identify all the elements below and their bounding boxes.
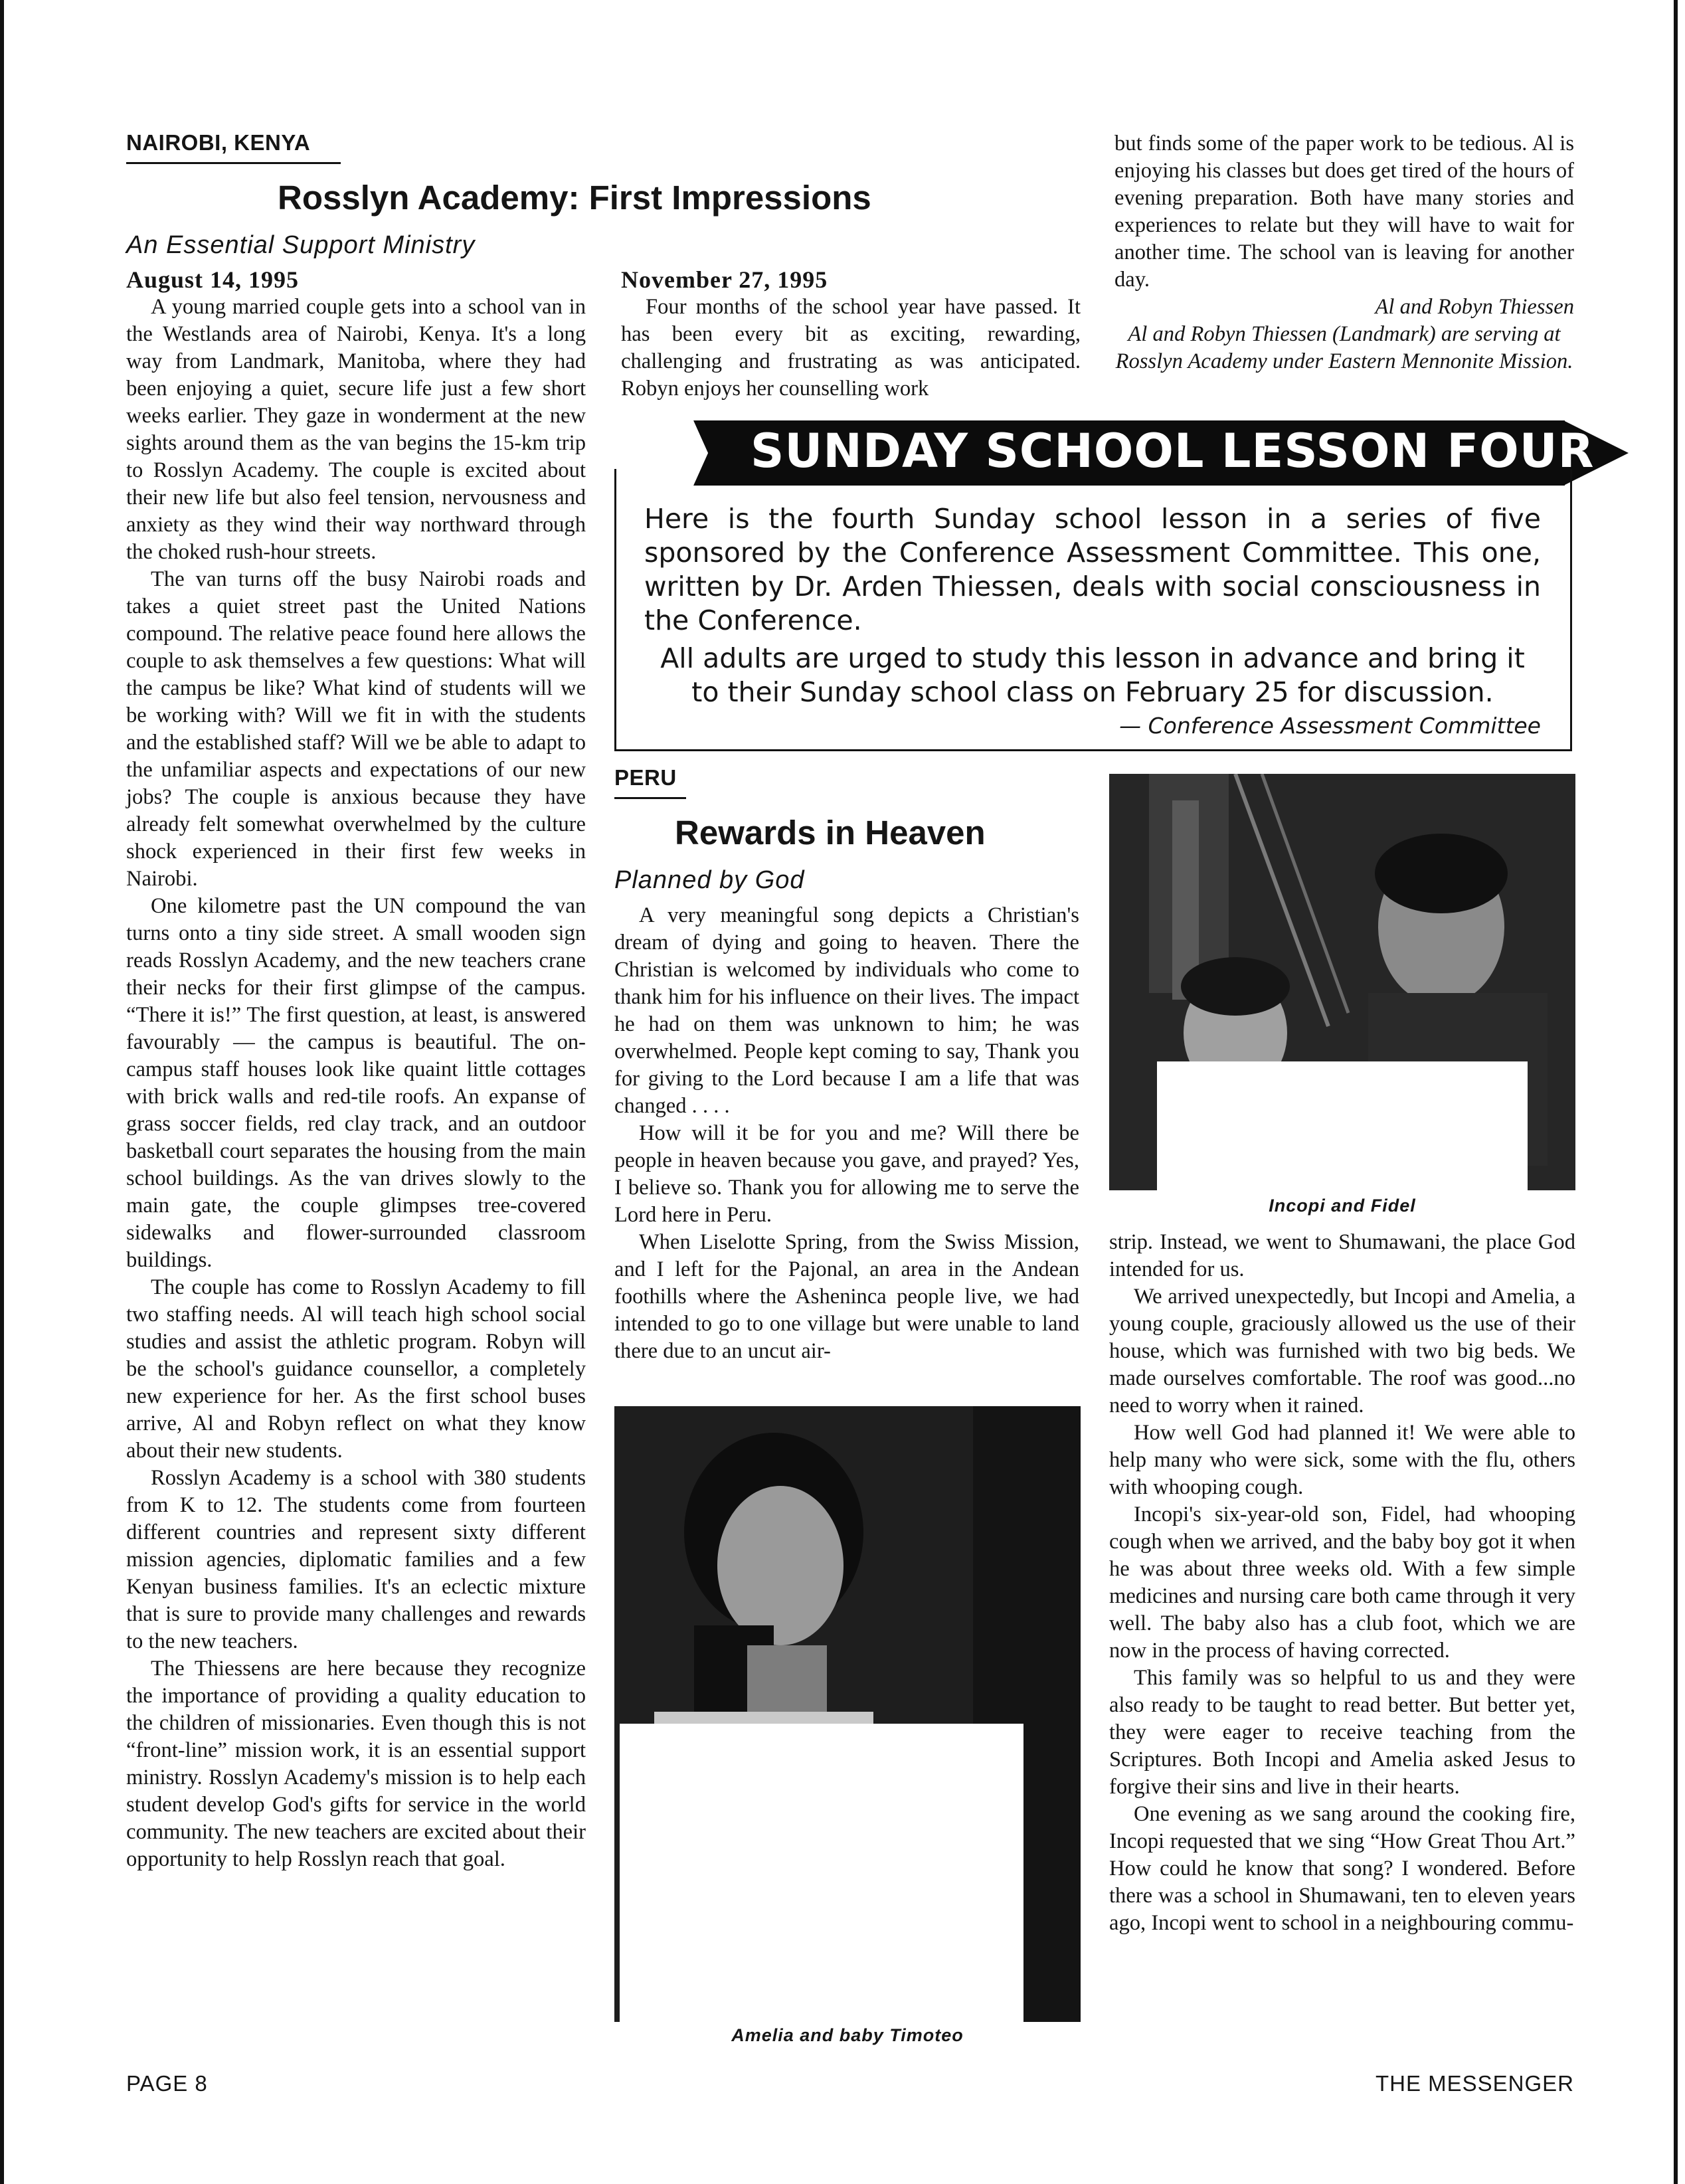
- article-title-rosslyn: Rosslyn Academy: First Impressions: [278, 179, 871, 217]
- paragraph: The Thiessens are here because they recognize the importance of providing a quality education to the children of missionaries. Even though this is not “front-line” mission work, it is an essential support ministry. Rosslyn Academy's mission is to help each student develop God's gifts for service in the world community. The new teachers are excited about their opportunity to help Rosslyn reach that goal.: [126, 1657, 586, 1871]
- page-border-right: [1674, 0, 1678, 2184]
- author-note: Al and Robyn Thiessen (Landmark) are serving at Rosslyn Academy under Eastern Mennonite Mission.: [1115, 322, 1573, 373]
- photo-masked-area: [620, 1724, 1023, 2022]
- paragraph: The van turns off the busy Nairobi roads and takes a quiet street past the United Nations compound. The relative peace found here allows the couple to ask themselves a few questions: What will the campus be like? What kind of students will we be working with? Will we fit in with the students and the established staff? Will we be able to adapt to the unfamiliar aspects and expectations of our new jobs? The couple is anxious because they have already felt somewhat overwhelmed by the culture shock experienced in their first few weeks in Nairobi.: [126, 567, 586, 891]
- paragraph: Four months of the school year have passed. It has been every bit as exciting, rewarding, challenging and frustrating as was anticipated. Robyn enjoys her counselling work: [621, 295, 1081, 401]
- kenya-column-1: [126, 294, 586, 1873]
- publication-name: THE MESSENGER: [1375, 2071, 1574, 2096]
- date-november: November 27, 1995: [621, 266, 828, 293]
- paragraph: strip. Instead, we went to Shumawani, the place God intended for us.: [1109, 1230, 1575, 1281]
- paragraph: We arrived unexpectedly, but Incopi and Amelia, a young couple, graciously allowed us the use of their house, which was furnished with two big beds. We made ourselves comfortable. The roof was good...no need to worry when it rained.: [1109, 1285, 1575, 1417]
- paragraph: The couple has come to Rosslyn Academy to fill two staffing needs. Al will teach high school social studies and assist the athletic program. Robyn will be the school's guidance counsellor, a completely new experience for her. As the first school buses arrive, Al and Robyn reflect on what they know about their new students.: [126, 1275, 586, 1463]
- paragraph: How will it be for you and me? Will there be people in heaven because you gave, and prayed? Yes, I believe so. Thank you for allowing me to serve the Lord here in Peru.: [614, 1121, 1079, 1227]
- paragraph: Rosslyn Academy is a school with 380 students from K to 12. The students come from fourteen different countries and represent sixty different mission agencies, diplomatic families and a few Kenyan business families. It's an eclectic mixture that is sure to provide many challenges and rewards to the new teachers.: [126, 1466, 586, 1653]
- lesson-description: Here is the fourth Sunday school lesson in a series of five sponsored by the Conference Assessment Committee. This one, written by Dr. Arden Thiessen, deals with social consciousness in the Conference.: [644, 503, 1541, 636]
- banner-title: SUNDAY SCHOOL LESSON FOUR: [751, 424, 1595, 478]
- photo-incopi-fidel: [1109, 774, 1575, 1190]
- kenya-column-2: [621, 294, 1081, 403]
- paragraph: One kilometre past the UN compound the van turns onto a tiny side street. A small wooden sign reads Rosslyn Academy, and the new teachers crane their necks for their first glimpse of the campus. “There it is!” The first question, at least, is answered favourably — the campus is beautiful. The on-campus staff houses look like quaint little cottages with brick walls and red-tile roofs. An expanse of grass soccer fields, red clay track, and an outdoor basketball court separates the housing from the main school buildings. As the van drives slowly to the main gate, the couple glimpses tree-covered sidewalks and flower-surrounded classroom buildings.: [126, 894, 586, 1272]
- location-rule-kenya: [126, 162, 341, 164]
- paragraph: but finds some of the paper work to be tedious. Al is enjoying his classes but does get tired of the hours of evening preparation. Both have many stories and experiences to relate but they will have to wait for another time. The school van is leaving for another day.: [1114, 132, 1574, 292]
- peru-column-2: [614, 902, 1079, 1365]
- location-label-peru: PERU: [614, 765, 677, 790]
- paragraph: This family was so helpful to us and they were also ready to be taught to read better. But better yet, they were eager to receive teaching from the Scriptures. Both Incopi and Amelia asked Jesus to forgive their sins and live in their hearts.: [1109, 1666, 1575, 1799]
- article-subtitle-peru: Planned by God: [614, 866, 805, 894]
- date-august: August 14, 1995: [126, 266, 300, 293]
- location-label-kenya: NAIROBI, KENYA: [126, 130, 311, 155]
- kenya-column-3: [1114, 130, 1574, 375]
- caption-amelia-timoteo: Amelia and baby Timoteo: [731, 2025, 964, 2045]
- caption-incopi-fidel: Incopi and Fidel: [1269, 1196, 1416, 1216]
- page-border-left: [0, 0, 4, 2184]
- photo-masked-area: [1157, 1061, 1528, 1190]
- paragraph: One evening as we sang around the cooking fire, Incopi requested that we sing “How Great Thou Art.” How could he know that song? I wondered. Before there was a school in Shumawani, ten to eleven years ago, Incopi went to school in a neighbouring commu-: [1109, 1802, 1575, 1935]
- article-subtitle-rosslyn: An Essential Support Ministry: [126, 231, 476, 259]
- sunday-school-intro: [644, 502, 1541, 638]
- lesson-instruction: All adults are urged to study this lesson in advance and bring it to their Sunday school class on February 25 for discussion.: [660, 642, 1525, 708]
- sunday-school-attribution: — Conference Assessment Committee: [1119, 713, 1541, 739]
- photo-amelia-timoteo: [614, 1406, 1081, 2022]
- paragraph: How well God had planned it! We were able to help many who were sick, some with the flu, others with whooping cough.: [1109, 1421, 1575, 1499]
- author-signature: Al and Robyn Thiessen: [1375, 295, 1574, 319]
- paragraph: Incopi's six-year-old son, Fidel, had whooping cough when we arrived, and the baby boy got it when he was about three weeks old. With a few simple medicines and nursing care both came through it very well. The baby also has a club foot, which we are now in the process of having corrected.: [1109, 1502, 1575, 1663]
- page-number: PAGE 8: [126, 2071, 208, 2096]
- location-rule-peru: [614, 797, 686, 799]
- paragraph: A very meaningful song depicts a Christian's dream of dying and going to heaven. There the Christian is welcomed by individuals who come to thank him for his influence on their lives. The impact he had on them was unknown to him; he was overwhelmed. People kept coming to say, Thank you for giving to the Lord because I am a life that was changed . . . .: [614, 903, 1079, 1118]
- paragraph: When Liselotte Spring, from the Swiss Mission, and I left for the Pajonal, an area in the Andean foothills where the Asheninca people live, we had intended to go to one village but were unable to land there due to an uncut air-: [614, 1230, 1079, 1363]
- peru-column-3: [1109, 1229, 1575, 1937]
- article-title-peru: Rewards in Heaven: [675, 814, 986, 852]
- sunday-school-instruction: [644, 642, 1541, 709]
- paragraph: A young married couple gets into a school van in the Westlands area of Nairobi, Kenya. It's a long way from Landmark, Manitoba, where they had been enjoying a quiet, secure life just a few short weeks earlier. They gaze in wonderment at the new sights around them as the van begins the 15-km trip to Rosslyn Academy. The couple is excited about their new life but also feel tension, nervousness and anxiety as they wind their way northward through the choked rush-hour streets.: [126, 295, 586, 564]
